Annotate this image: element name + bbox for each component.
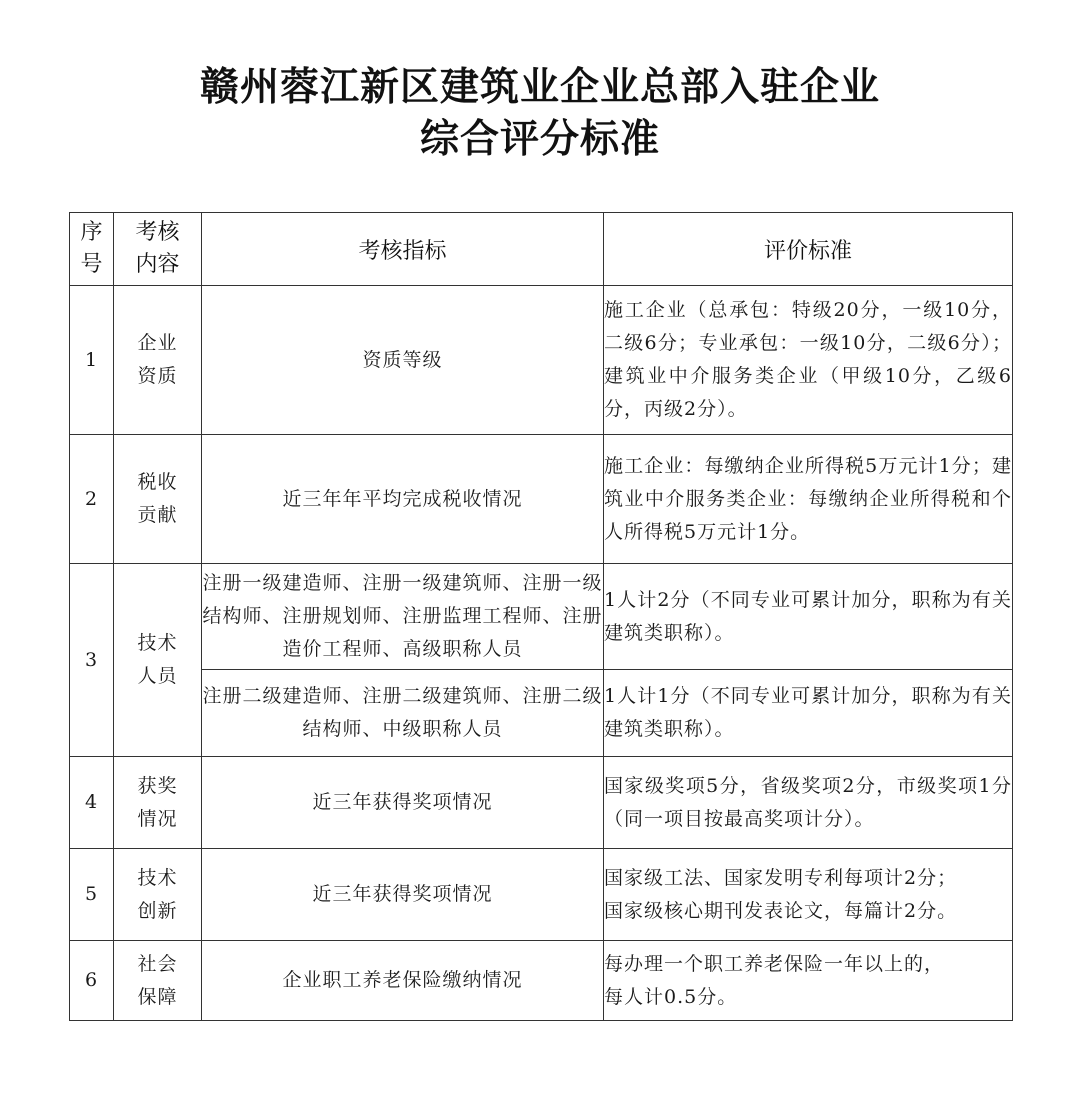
row-category-line2: 资质 <box>137 365 178 387</box>
row-category <box>114 286 202 435</box>
document-title-line1: 赣州蓉江新区建筑业企业总部入驻企业 <box>199 65 880 110</box>
header-content-line1: 考核 <box>135 220 180 245</box>
row-criteria: 1人计2分（不同专业可累计加分，职称为有关建筑类职称）。 <box>604 564 1013 670</box>
row-indicator: 注册一级建造师、注册一级建筑师、注册一级结构师、注册规划师、注册监理工程师、注册造价工程师、高级职称人员 <box>202 564 604 670</box>
row-category-line2: 创新 <box>137 899 178 922</box>
row-category-line2: 人员 <box>137 665 178 687</box>
header-criteria: 评价标准 <box>604 213 1013 286</box>
row-category <box>114 435 202 564</box>
header-row <box>70 213 1013 286</box>
row-category <box>114 564 202 757</box>
row-category <box>114 849 202 941</box>
row-indicator: 近三年获得奖项情况 <box>202 849 604 941</box>
row-criteria <box>604 941 1013 1021</box>
row-criteria: 国家级奖项5分，省级奖项2分，市级奖项1分（同一项目按最高奖项计分）。 <box>604 757 1013 849</box>
row-number: 1 <box>70 286 114 435</box>
header-indicator: 考核指标 <box>202 213 604 286</box>
row-category-line1: 技术 <box>137 632 178 654</box>
document-title-line2: 综合评分标准 <box>419 117 660 162</box>
table-row <box>70 564 1013 670</box>
row-category-line1: 技术 <box>137 866 178 889</box>
table-row <box>70 286 1013 435</box>
header-content-line2: 内容 <box>135 252 180 277</box>
header-seq-line1: 序 <box>80 220 103 245</box>
header-seq-line2: 号 <box>80 252 103 277</box>
row-indicator: 企业职工养老保险缴纳情况 <box>202 941 604 1021</box>
row-category-line2: 情况 <box>137 807 178 830</box>
scoring-table <box>69 212 1013 1021</box>
header-seq <box>70 213 114 286</box>
row-criteria-line1: 国家级工法、国家发明专利每项计2分； <box>604 866 958 889</box>
row-criteria: 施工企业：每缴纳企业所得税5万元计1分；建筑业中介服务类企业：每缴纳企业所得税和个人所得税5万元计1分。 <box>604 435 1013 564</box>
row-category-line1: 获奖 <box>137 774 178 797</box>
table-row <box>70 435 1013 564</box>
row-criteria: 施工企业（总承包：特级20分，一级10分，二级6分；专业承包：一级10分，二级6分）；建筑业中介服务类企业（甲级10分，乙级6分，丙级2分）。 <box>604 286 1013 435</box>
table-subrow <box>70 670 1013 757</box>
row-number: 6 <box>70 941 114 1021</box>
row-criteria <box>604 849 1013 941</box>
row-criteria-line2: 国家级核心期刊发表论文，每篇计2分。 <box>604 899 958 922</box>
row-criteria-line2: 每人计0.5分。 <box>604 985 738 1008</box>
table-row <box>70 849 1013 941</box>
row-indicator: 近三年年平均完成税收情况 <box>202 435 604 564</box>
table-row <box>70 757 1013 849</box>
header-content <box>114 213 202 286</box>
row-category <box>114 941 202 1021</box>
row-criteria: 1人计1分（不同专业可累计加分，职称为有关建筑类职称）。 <box>604 670 1013 757</box>
row-number: 2 <box>70 435 114 564</box>
row-category-line2: 保障 <box>137 985 178 1008</box>
row-category-line1: 税收 <box>137 471 178 493</box>
row-number: 5 <box>70 849 114 941</box>
row-number: 4 <box>70 757 114 849</box>
row-category-line1: 企业 <box>137 332 178 354</box>
row-number: 3 <box>70 564 114 757</box>
row-indicator: 资质等级 <box>202 286 604 435</box>
row-indicator: 注册二级建造师、注册二级建筑师、注册二级结构师、中级职称人员 <box>202 670 604 757</box>
row-criteria-line1: 每办理一个职工养老保险一年以上的， <box>604 952 945 975</box>
row-category <box>114 757 202 849</box>
row-category-line1: 社会 <box>137 952 178 975</box>
row-category-line2: 贡献 <box>137 504 178 526</box>
table-row <box>70 941 1013 1021</box>
row-indicator: 近三年获得奖项情况 <box>202 757 604 849</box>
